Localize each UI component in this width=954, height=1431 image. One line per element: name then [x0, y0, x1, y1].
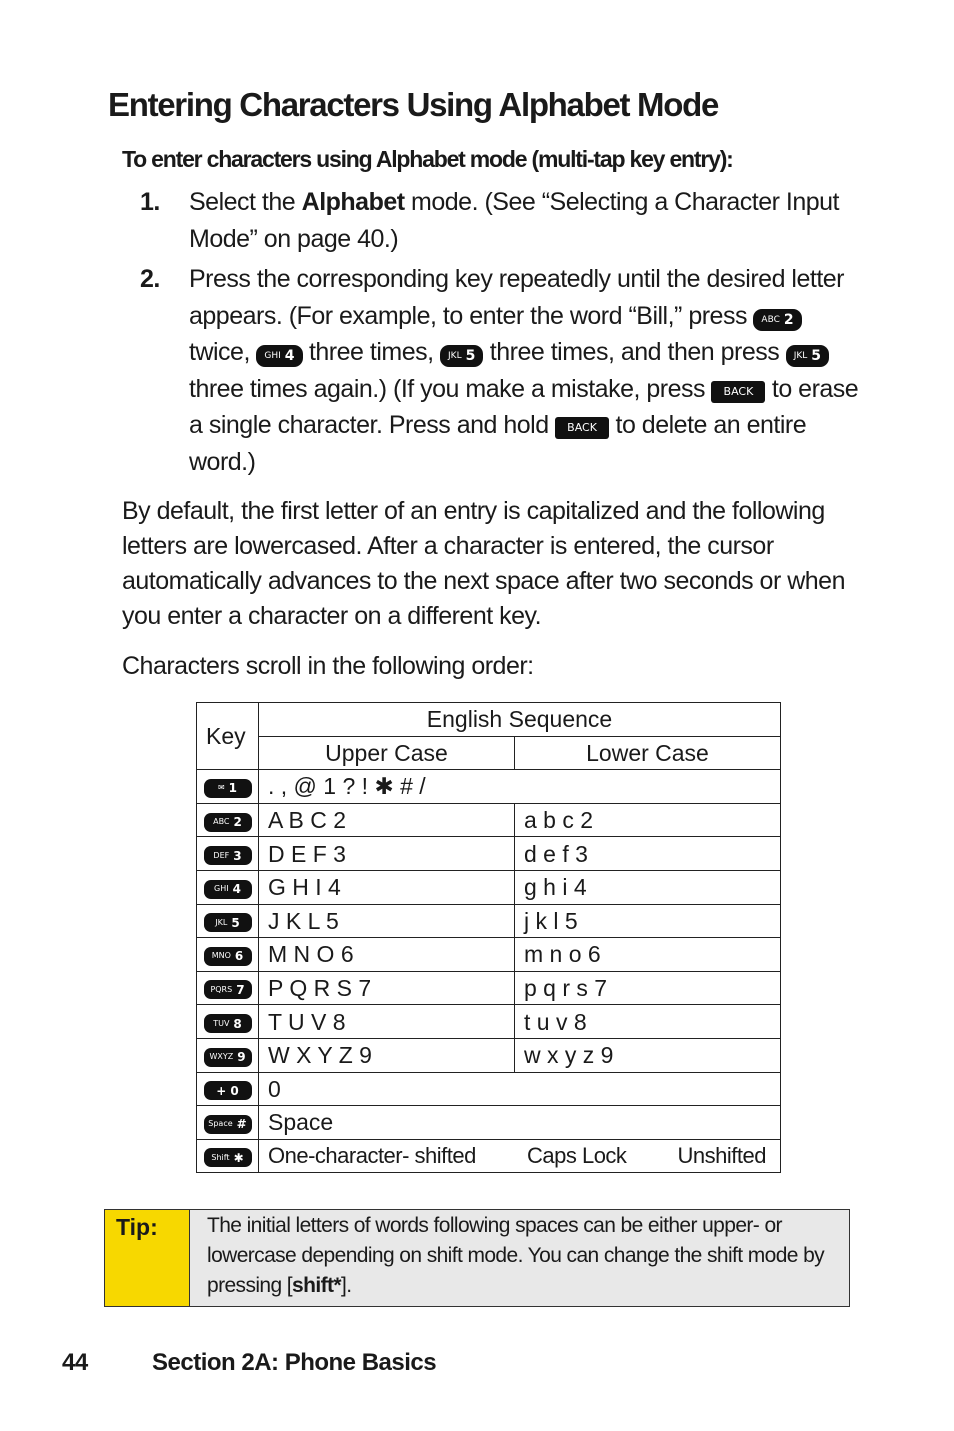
sequence-cell: Space: [259, 1106, 781, 1140]
key-1-icon: ✉ 1: [204, 779, 252, 798]
table-row: [197, 938, 781, 972]
key-column-header: Key: [197, 703, 259, 770]
step-1: [140, 184, 860, 257]
upper-cell: J K L 5: [259, 904, 515, 938]
back-key-icon: BACK: [555, 417, 609, 439]
back-key-icon: BACK: [711, 381, 765, 403]
step-number: 2.: [140, 265, 160, 293]
upper-cell: A B C 2: [259, 803, 515, 837]
table-row: [197, 1072, 781, 1106]
upper-cell: D E F 3: [259, 837, 515, 871]
procedure-subheading: To enter characters using Alphabet mode (multi-tap key entry):: [122, 146, 733, 172]
key-3-icon: DEF 3: [204, 846, 252, 865]
lower-cell: a b c 2: [515, 803, 781, 837]
sequence-cell: . , @ 1 ? ! ✱ # /: [259, 770, 781, 804]
character-sequence-table: [196, 702, 781, 1173]
lower-cell: j k l 5: [515, 904, 781, 938]
key-6-icon: MNO 6: [204, 947, 252, 966]
shift-mode-one-char: One-character- shifted: [268, 1143, 476, 1169]
upper-cell: T U V 8: [259, 1005, 515, 1039]
table-row: [197, 1005, 781, 1039]
table-row: [197, 1038, 781, 1072]
lower-cell: d e f 3: [515, 837, 781, 871]
jkl5-key-icon: JKL 5: [786, 345, 829, 367]
table-row: [197, 870, 781, 904]
table-row: [197, 1106, 781, 1140]
tip-box: [104, 1209, 850, 1307]
lower-cell: t u v 8: [515, 1005, 781, 1039]
shift-mode-caps-lock: Caps Lock: [526, 1143, 627, 1169]
alphabet-mode-label: Alphabet: [301, 188, 405, 216]
shift-modes-cell: [259, 1139, 781, 1173]
table-row: [197, 1139, 781, 1173]
english-sequence-header: English Sequence: [259, 703, 781, 737]
page-number: 44: [62, 1349, 88, 1376]
shift-key-label: shift*: [292, 1274, 341, 1297]
key-2-icon: ABC 2: [204, 813, 252, 832]
table-row: [197, 837, 781, 871]
key-5-icon: JKL 5: [204, 913, 252, 932]
abc2-key-icon: ABC 2: [753, 309, 801, 331]
table-row: [197, 803, 781, 837]
jkl5-key-icon: JKL 5: [440, 345, 483, 367]
step-2: [140, 261, 860, 480]
ghi4-key-icon: GHI 4: [256, 345, 302, 367]
tip-text: The initial letters of words following spaces can be either upper- or lowercase depending on shift mode. You can change the shift mode by pressing [shift*].: [207, 1214, 825, 1297]
key-0-icon: + 0: [204, 1081, 252, 1100]
upper-cell: M N O 6: [259, 938, 515, 972]
step-number: 1.: [140, 188, 160, 216]
table-row: [197, 971, 781, 1005]
upper-cell: P Q R S 7: [259, 971, 515, 1005]
space-key-icon: Space #: [204, 1115, 252, 1134]
lower-cell: p q r s 7: [515, 971, 781, 1005]
lower-cell: m n o 6: [515, 938, 781, 972]
default-capitalization-paragraph: By default, the first letter of an entry is capitalized and the following letters are lowercased. After a character is entered, the cursor automatically advances to the next space after two seconds or when you enter a character on a different key.: [122, 497, 845, 630]
upper-cell: G H I 4: [259, 870, 515, 904]
sequence-cell: 0: [259, 1072, 781, 1106]
page-footer: [62, 1349, 436, 1377]
step-text: Select the Alphabet mode. (See “Selecting a Character Input Mode” on page 40.): [189, 188, 840, 253]
section-title: Section 2A: Phone Basics: [152, 1349, 437, 1376]
table-header-row: [197, 703, 781, 737]
lower-case-header: Lower Case: [515, 736, 781, 770]
lower-cell: w x y z 9: [515, 1038, 781, 1072]
steps-list: [140, 184, 860, 484]
key-7-icon: PQRS 7: [204, 980, 252, 999]
table-row: [197, 770, 781, 804]
step-text: Press the corresponding key repeatedly until the desired letter appears. (For example, to enter the word “Bill,” press ABC 2 twice, GHI 4 three times, JKL 5 three times, and then press JKL 5 three times again.) (If you make a mistake, press BACK to erase a single character. Press and hold BACK to delete an entire word.): [189, 265, 859, 476]
key-8-icon: TUV 8: [204, 1014, 252, 1033]
shift-key-icon: Shift ✱: [204, 1148, 252, 1167]
shift-mode-unshifted: Unshifted: [677, 1143, 766, 1169]
upper-case-header: Upper Case: [259, 736, 515, 770]
table-subheader-row: [197, 736, 781, 770]
key-4-icon: GHI 4: [204, 880, 252, 899]
key-9-icon: WXYZ 9: [204, 1048, 252, 1067]
upper-cell: W X Y Z 9: [259, 1038, 515, 1072]
table-row: [197, 904, 781, 938]
page-heading: Entering Characters Using Alphabet Mode: [108, 86, 719, 123]
lower-cell: g h i 4: [515, 870, 781, 904]
scroll-order-intro: Characters scroll in the following order:: [122, 652, 534, 680]
tip-label: Tip:: [105, 1210, 190, 1306]
